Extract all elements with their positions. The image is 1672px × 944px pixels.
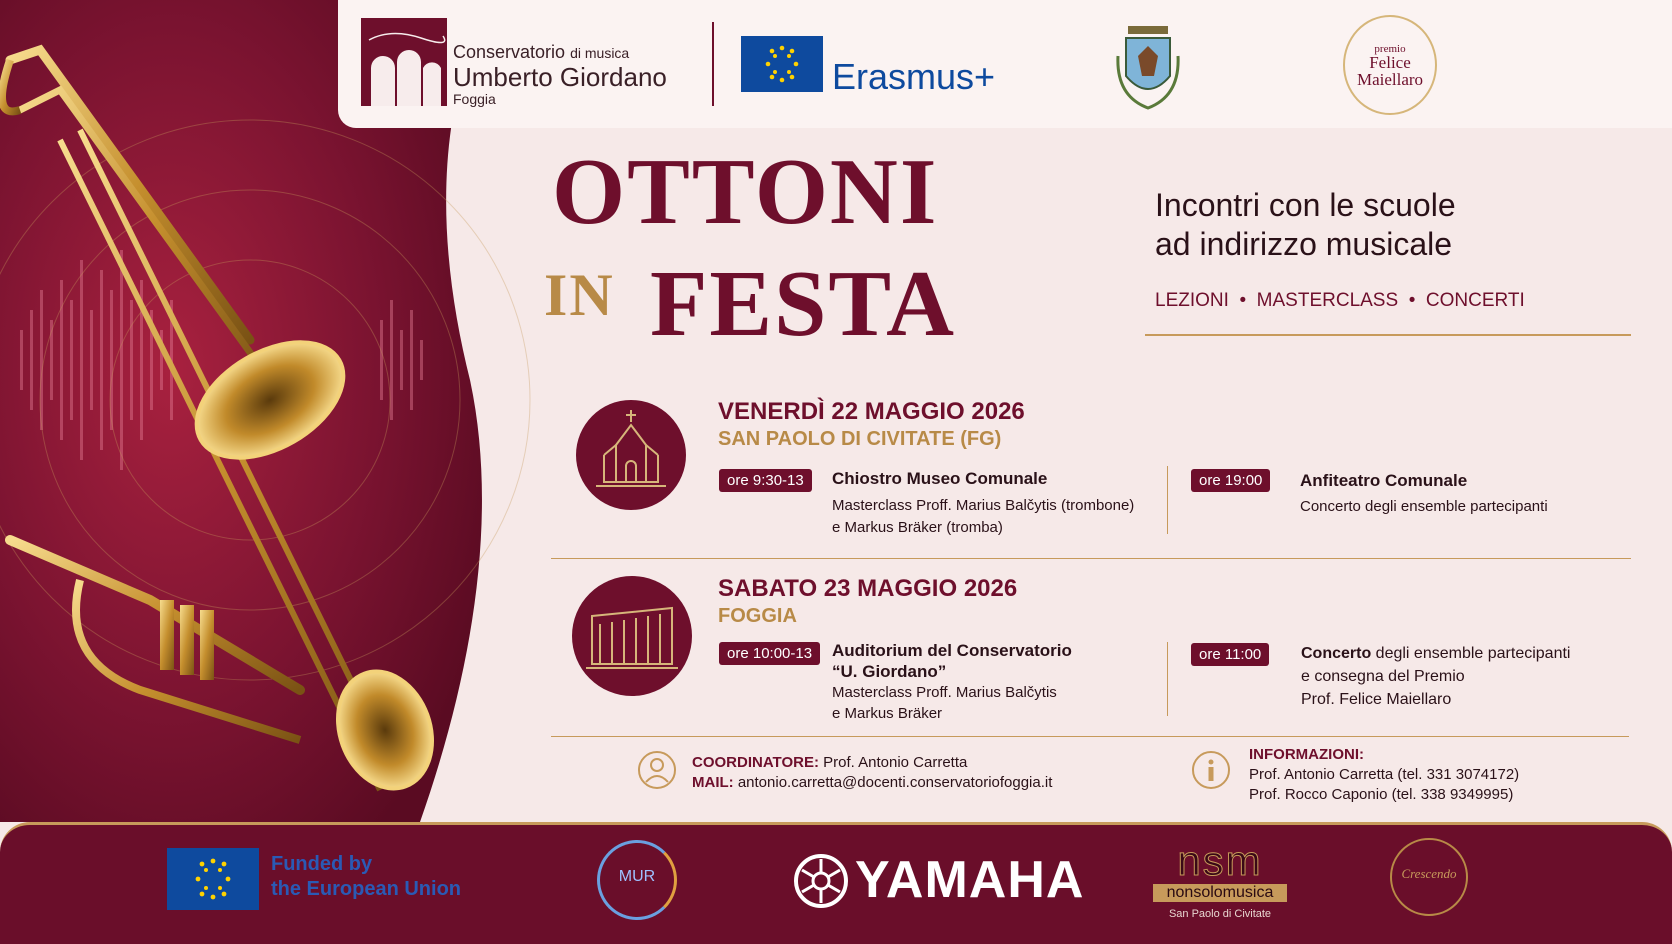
premio-small: premio [1374, 43, 1406, 55]
day2-event1-time: ore 10:00-13 [719, 642, 820, 665]
conservatorio-title: Umberto Giordano [453, 62, 667, 92]
info-line1: Prof. Antonio Carretta (tel. 331 3074172) [1249, 766, 1520, 783]
day1-date: VENERDÌ 22 MAGGIO 2026 [718, 398, 1025, 425]
nonsolomusica-logo [1153, 838, 1287, 922]
premio-name1: Felice [1369, 53, 1411, 72]
day1-event1-line1: Masterclass Proff. Marius Balčytis (trombone) [832, 497, 1135, 514]
town-crest-icon [1108, 16, 1188, 116]
mail-line [692, 774, 1052, 791]
contacts-separator [551, 736, 1629, 737]
erasmus-label: Erasmus+ [832, 56, 996, 97]
logo-divider [712, 22, 714, 106]
day1-event2-title: Anfiteatro Comunale [1300, 471, 1468, 490]
crescendo-logo [1390, 838, 1468, 916]
subtitle-tags: LEZIONI • MASTERCLASS • CONCERTI [1155, 290, 1525, 311]
info-label: INFORMAZIONI: [1249, 746, 1364, 763]
church-icon [576, 400, 686, 510]
eu-funded-flag-icon [167, 848, 259, 910]
eu-flag-icon [741, 36, 823, 92]
subtitle-line1: Incontri con le scuole [1155, 187, 1456, 223]
day1-event1-line2: e Markus Bräker (tromba) [832, 519, 1003, 536]
premio-name2: Maiellaro [1356, 70, 1424, 89]
person-icon [637, 750, 677, 790]
mur-label: MUR [618, 868, 656, 885]
eu-funded-line2: the European Union [271, 878, 461, 900]
subtitle-divider [1145, 334, 1631, 336]
premio-logo [1343, 15, 1437, 115]
title-line2: FESTA [650, 252, 956, 356]
day1-event2-line1: Concerto degli ensemble partecipanti [1300, 498, 1548, 515]
conservatorio-logo [361, 18, 447, 106]
day2-event2-title-bold: Concerto [1301, 645, 1372, 662]
day2-event2-line2: Prof. Felice Maiellaro [1301, 691, 1452, 708]
coordinator-label: COORDINATORE: [692, 754, 819, 771]
day2-event2-line1: e consegna del Premio [1301, 668, 1465, 685]
day2-event2-title-rest: degli ensemble partecipanti [1371, 645, 1571, 662]
coordinator-value: Prof. Antonio Carretta [818, 754, 968, 771]
auditorium-icon [572, 576, 692, 696]
day2-event-divider [1167, 642, 1168, 716]
title-line1: OTTONI [552, 140, 939, 244]
day2-event1-line2: e Markus Bräker [832, 705, 943, 722]
day2-event1-title: Auditorium del Conservatorio [832, 641, 1072, 660]
eu-funded-text [271, 852, 461, 902]
conservatorio-line1: Conservatorio [453, 42, 566, 62]
yamaha-logo-icon [793, 853, 849, 909]
mur-logo [597, 840, 677, 920]
day2-event1-line1: Masterclass Proff. Marius Balčytis [832, 684, 1057, 701]
day1-event-divider [1167, 466, 1168, 534]
day1-event2-time: ore 19:00 [1191, 469, 1270, 492]
conservatorio-name-block [453, 42, 667, 107]
arches-icon [361, 18, 447, 106]
mail-link[interactable]: antonio.carretta@docenti.conservatoriofoggia.it [733, 774, 1053, 791]
mail-label: MAIL: [692, 774, 734, 791]
yamaha-label: YAMAHA [855, 851, 1085, 909]
coordinator-line [692, 754, 967, 771]
eu-funded-line1: Funded by [271, 853, 373, 875]
day2-event2-time: ore 11:00 [1191, 643, 1269, 666]
nsm-city: San Paolo di Civitate [1168, 908, 1272, 920]
day1-event1-time: ore 9:30-13 [719, 469, 812, 492]
day2-place: FOGGIA [718, 605, 797, 627]
day1-event1-title: Chiostro Museo Comunale [832, 469, 1048, 488]
crescendo-label: Crescendo [1401, 866, 1457, 881]
day2-event1-title2: “U. Giordano” [832, 662, 947, 681]
nsm-mark: nsm [1177, 837, 1263, 884]
conservatorio-small: di musica [570, 45, 630, 61]
info-line2: Prof. Rocco Caponio (tel. 338 9349995) [1249, 786, 1514, 803]
day2-date: SABATO 23 MAGGIO 2026 [718, 575, 1018, 602]
subtitle-line2: ad indirizzo musicale [1155, 226, 1453, 262]
title-in: IN [544, 262, 615, 328]
day1-place: SAN PAOLO DI CIVITATE (FG) [718, 428, 1002, 450]
day2-event2-title [1301, 643, 1570, 664]
day-separator [551, 558, 1631, 559]
nsm-name: nonsolomusica [1153, 884, 1287, 902]
info-icon [1191, 750, 1231, 790]
conservatorio-city: Foggia [453, 91, 496, 107]
